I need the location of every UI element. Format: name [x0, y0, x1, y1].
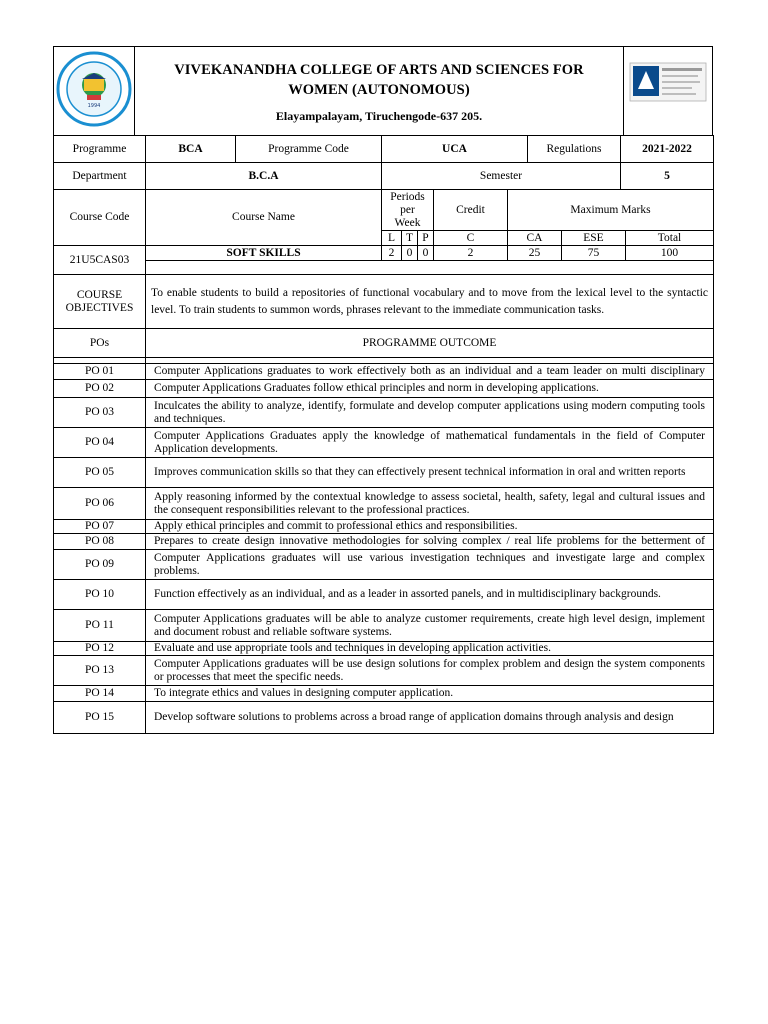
- po-text-cell: [146, 364, 714, 380]
- course-code-value: 21U5CAS03: [54, 246, 146, 275]
- po-id: PO 10: [54, 580, 146, 610]
- college-seal-icon: [54, 49, 134, 129]
- college-name-line2: WOMEN (AUTONOMOUS): [288, 81, 470, 98]
- po-id: PO 04: [54, 428, 146, 458]
- po-text-cell: [146, 428, 714, 458]
- course-objectives-label: [54, 275, 146, 329]
- po-id: PO 13: [54, 656, 146, 686]
- po-row: [54, 520, 714, 534]
- po-text-cell: [146, 610, 714, 642]
- po-text-cell: [146, 380, 714, 398]
- marks-ca-value: 25: [508, 246, 562, 261]
- svg-text:1994: 1994: [87, 103, 101, 109]
- programme-outcome-heading: PROGRAMME OUTCOME: [146, 329, 714, 358]
- programme-value: BCA: [146, 136, 236, 163]
- po-text: Computer Applications graduates will be use design solutions for complex problem and design the system components or processes that meet the specific needs.: [154, 658, 705, 683]
- po-row: [54, 458, 714, 488]
- po-text-cell: [146, 398, 714, 428]
- programme-code-value: UCA: [382, 136, 528, 163]
- objectives-label-line1: COURSE: [76, 288, 123, 301]
- certification-badge: [624, 47, 713, 136]
- po-text: Computer Applications Graduates apply the knowledge of mathematical fundamentals in the field of Computer Application developments.: [154, 430, 705, 455]
- tuv-certification-icon: [624, 49, 712, 129]
- po-text-cell: [146, 642, 714, 656]
- po-text: Computer Applications graduates to work effectively both as an individual and a team leader on multi disciplinary: [154, 364, 705, 377]
- po-text: Improves communication skills so that they can effectively present technical information in oral and written reports: [154, 466, 686, 479]
- marks-total-label: Total: [626, 231, 714, 246]
- course-name-label: Course Name: [146, 190, 382, 246]
- marks-ese-label: ESE: [562, 231, 626, 246]
- maximum-marks-label: Maximum Marks: [508, 190, 714, 231]
- po-text-cell: [146, 656, 714, 686]
- po-row: [54, 610, 714, 642]
- programme-label: Programme: [54, 136, 146, 163]
- po-text-cell: [146, 458, 714, 488]
- po-id: PO 06: [54, 488, 146, 520]
- po-id: PO 14: [54, 686, 146, 702]
- regulations-value: 2021-2022: [621, 136, 714, 163]
- period-t-label: T: [402, 231, 418, 246]
- po-row: [54, 702, 714, 734]
- period-l-label: L: [382, 231, 402, 246]
- course-table: [53, 189, 714, 275]
- po-row: [54, 398, 714, 428]
- po-row: [54, 488, 714, 520]
- period-p-label: P: [418, 231, 434, 246]
- po-text: Computer Applications Graduates follow ethical principles and norm in developing applications.: [154, 382, 599, 395]
- objectives-label-line2: OBJECTIVES: [65, 301, 134, 314]
- po-text: Computer Applications graduates will be able to analyze customer requirements, create high level design, implement and document robust and reliable software systems.: [154, 613, 705, 638]
- po-id: PO 05: [54, 458, 146, 488]
- po-id: PO 03: [54, 398, 146, 428]
- regulations-label: Regulations: [528, 136, 621, 163]
- marks-ese-value: 75: [562, 246, 626, 261]
- po-id: PO 07: [54, 520, 146, 534]
- po-text-cell: [146, 580, 714, 610]
- po-row: [54, 580, 714, 610]
- po-list: [53, 363, 714, 734]
- period-l-value: 2: [382, 246, 402, 261]
- po-id: PO 08: [54, 534, 146, 550]
- department-value: B.C.A: [146, 163, 382, 190]
- credit-label: Credit: [434, 190, 508, 231]
- po-text-cell: [146, 488, 714, 520]
- po-text: Function effectively as an individual, and as a leader in assorted panels, and in multidisciplinary backgrounds.: [154, 588, 661, 601]
- course-objectives-text: To enable students to build a repositories of functional vocabulary and to move from the lexical level to the syntactic level. To train students to summon words, phrases relevant to the immediate communication tasks.: [146, 275, 714, 329]
- po-id: PO 01: [54, 364, 146, 380]
- po-text: Prepares to create design innovative methodologies for solving complex / real life problems for the betterment of: [154, 534, 705, 547]
- po-id: PO 15: [54, 702, 146, 734]
- college-title-block: [135, 47, 624, 136]
- course-name-value: SOFT SKILLS: [146, 246, 382, 261]
- marks-ca-label: CA: [508, 231, 562, 246]
- po-text: Develop software solutions to problems across a broad range of application domains through analysis and design: [154, 711, 674, 724]
- outcomes-table: [53, 274, 714, 364]
- programme-info-table: [53, 135, 714, 190]
- po-text-cell: [146, 534, 714, 550]
- college-address: Elayampalayam, Tiruchengode-637 205.: [275, 108, 483, 123]
- po-text: Apply reasoning informed by the contextual knowledge to assess societal, health, safety, legal and cultural issues and the consequent responsibilities relevant to the professional practices.: [154, 491, 705, 516]
- course-blank-row: [146, 261, 714, 275]
- department-label: Department: [54, 163, 146, 190]
- po-row: [54, 428, 714, 458]
- po-row: [54, 642, 714, 656]
- course-code-label: Course Code: [54, 190, 146, 246]
- po-row: [54, 380, 714, 398]
- period-t-value: 0: [402, 246, 418, 261]
- po-id: PO 02: [54, 380, 146, 398]
- course-syllabus-sheet: [53, 46, 713, 734]
- po-id: PO 11: [54, 610, 146, 642]
- po-text-cell: [146, 686, 714, 702]
- pos-header-label: POs: [54, 329, 146, 358]
- credit-c-value: 2: [434, 246, 508, 261]
- po-text: Computer Applications graduates will use various investigation techniques and investigate large and complex problems.: [154, 552, 705, 577]
- college-logo: [54, 47, 135, 136]
- po-text: Inculcates the ability to analyze, identify, formulate and develop computer applications using modern computing tools and techniques.: [154, 400, 705, 425]
- po-id: PO 12: [54, 642, 146, 656]
- programme-code-label: Programme Code: [236, 136, 382, 163]
- po-text: Apply ethical principles and commit to professional ethics and responsibilities.: [154, 520, 518, 533]
- po-text-cell: [146, 550, 714, 580]
- college-name-line1: VIVEKANANDHA COLLEGE OF ARTS AND SCIENCES FOR: [174, 61, 584, 78]
- marks-total-value: 100: [626, 246, 714, 261]
- college-header: [53, 46, 713, 136]
- po-row: [54, 364, 714, 380]
- period-p-value: 0: [418, 246, 434, 261]
- periods-per-week-label: Periods per Week: [382, 190, 434, 231]
- po-row: [54, 534, 714, 550]
- po-id: PO 09: [54, 550, 146, 580]
- po-text-cell: [146, 702, 714, 734]
- po-text: To integrate ethics and values in designing computer application.: [154, 687, 454, 700]
- po-text-cell: [146, 520, 714, 534]
- po-row: [54, 656, 714, 686]
- po-row: [54, 550, 714, 580]
- po-text: Evaluate and use appropriate tools and techniques in developing application activities.: [154, 642, 551, 655]
- credit-c-label: C: [434, 231, 508, 246]
- semester-label: Semester: [382, 163, 621, 190]
- semester-value: 5: [621, 163, 714, 190]
- po-row: [54, 686, 714, 702]
